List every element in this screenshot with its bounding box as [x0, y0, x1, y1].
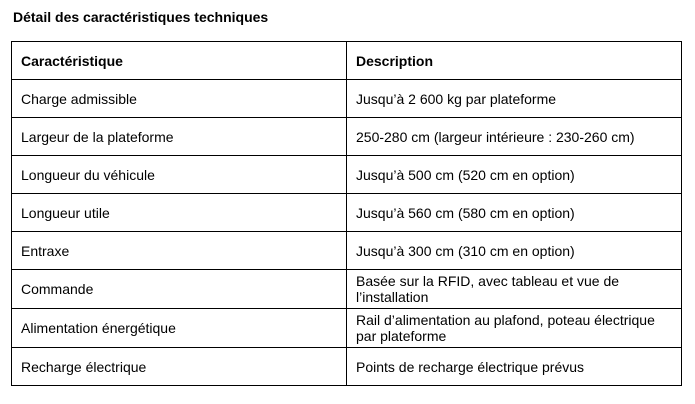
feature-cell: Alimentation énergétique — [12, 309, 347, 348]
specifications-table — [11, 41, 682, 386]
description-cell: Points de recharge électrique prévus — [347, 348, 682, 386]
feature-cell: Commande — [12, 270, 347, 309]
table-row — [12, 348, 682, 386]
table-row — [12, 194, 682, 232]
feature-cell: Recharge électrique — [12, 348, 347, 386]
header-feature: Caractéristique — [12, 42, 347, 80]
header-description: Description — [347, 42, 682, 80]
description-cell: Jusqu’à 2 600 kg par plateforme — [347, 80, 682, 118]
feature-cell: Longueur utile — [12, 194, 347, 232]
description-cell: Jusqu’à 500 cm (520 cm en option) — [347, 156, 682, 194]
description-cell: Rail d’alimentation au plafond, poteau électrique par plateforme — [347, 309, 682, 348]
feature-cell: Entraxe — [12, 232, 347, 270]
feature-cell: Largeur de la plateforme — [12, 118, 347, 156]
table-row — [12, 309, 682, 348]
feature-cell: Longueur du véhicule — [12, 156, 347, 194]
document-title: Détail des caractéristiques techniques — [13, 9, 269, 25]
table-row — [12, 80, 682, 118]
description-cell: 250-280 cm (largeur intérieure : 230-260 cm) — [347, 118, 682, 156]
table-row — [12, 270, 682, 309]
table-row — [12, 118, 682, 156]
table-header-row — [12, 42, 682, 80]
description-cell: Jusqu’à 300 cm (310 cm en option) — [347, 232, 682, 270]
feature-cell: Charge admissible — [12, 80, 347, 118]
description-cell: Basée sur la RFID, avec tableau et vue de l’installation — [347, 270, 682, 309]
description-cell: Jusqu’à 560 cm (580 cm en option) — [347, 194, 682, 232]
table-row — [12, 232, 682, 270]
table-row — [12, 156, 682, 194]
